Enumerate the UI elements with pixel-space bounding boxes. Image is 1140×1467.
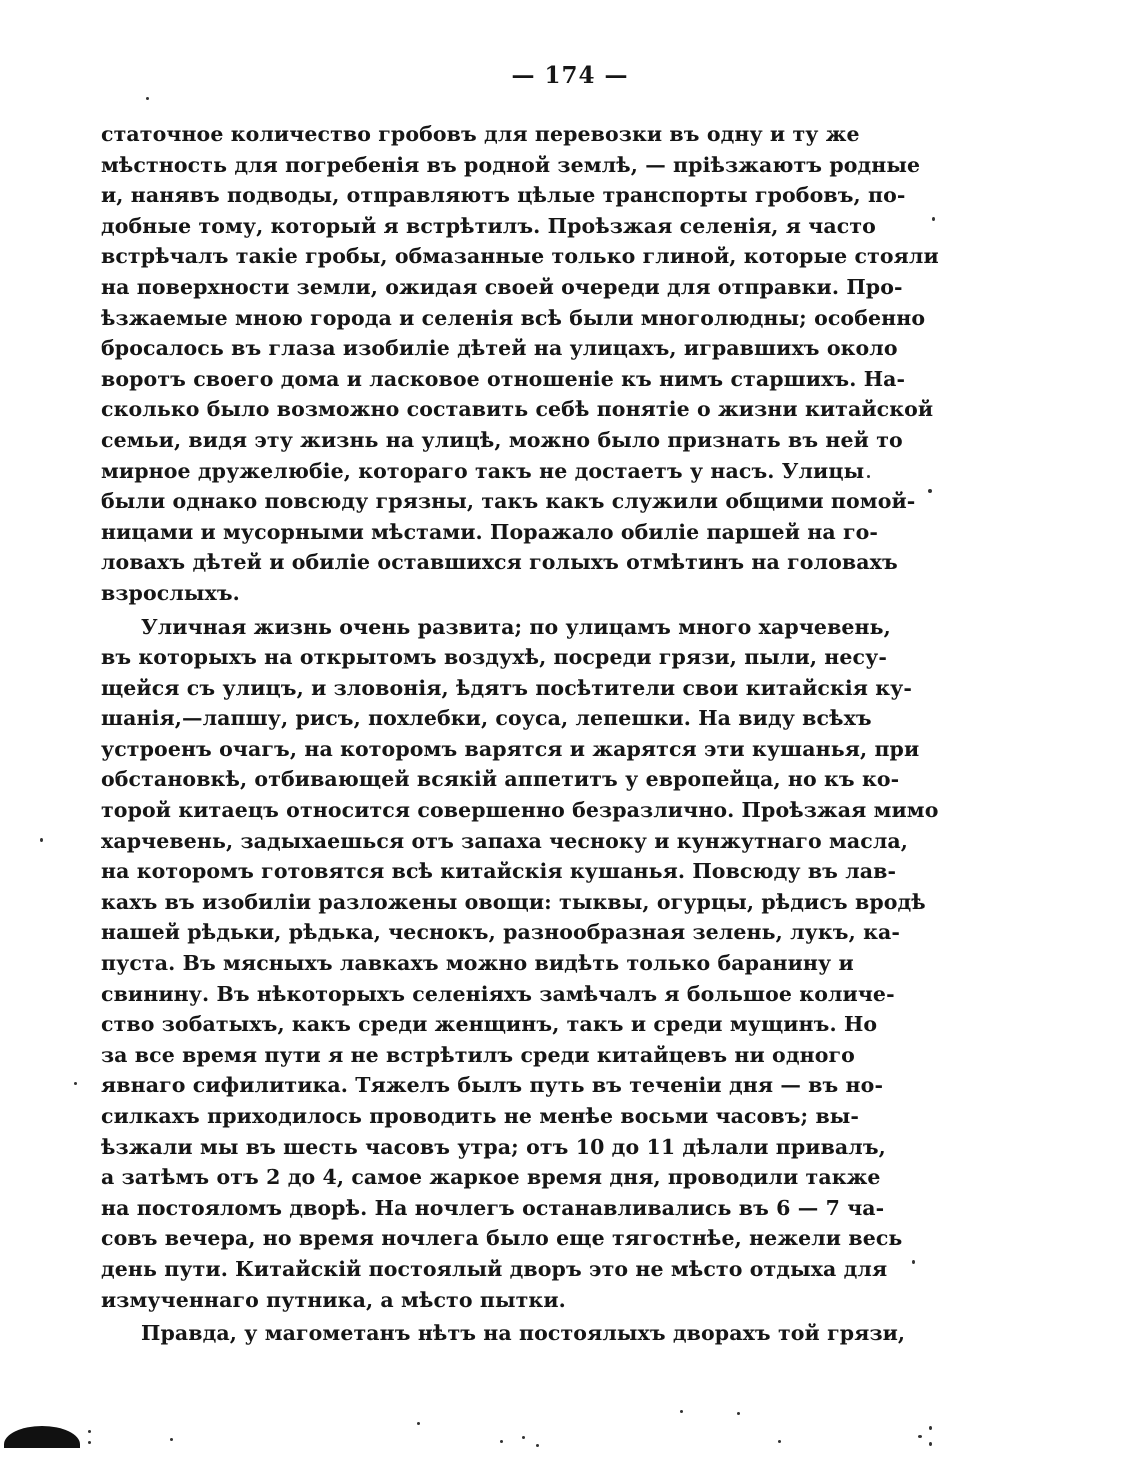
scan-speck	[737, 1412, 740, 1415]
scan-speck	[88, 1441, 91, 1444]
body-text	[101, 119, 939, 1349]
text-line: харчевень, задыхаешься отъ запаха чесноку и кунжутнаго масла,	[101, 828, 909, 853]
scan-speck	[932, 217, 935, 221]
text-line: ство зобатыхъ, какъ среди женщинъ, такъ и среди мущинъ. Но	[101, 1012, 878, 1037]
text-line: на которомъ готовятся всѣ китайскія кушанья. Повсюду въ лав-	[101, 859, 897, 884]
text-line: кахъ въ изобиліи разложены овощи: тыквы, огурцы, рѣдисъ вродѣ	[101, 889, 926, 914]
text-line: Уличная жизнь очень развита; по улицамъ много харчевень,	[141, 614, 891, 639]
text-line: взрослыхъ.	[101, 580, 240, 605]
text-line: торой китаецъ относится совершенно безразлично. Проѣзжая мимо	[101, 798, 939, 823]
scan-speck	[88, 1430, 91, 1433]
scan-speck	[536, 1444, 539, 1447]
text-line: въ которыхъ на открытомъ воздухѣ, посреди грязи, пыли, несу-	[101, 645, 887, 670]
text-line: воротъ своего дома и ласковое отношеніе къ нимъ старшихъ. На-	[101, 366, 906, 391]
text-line: обстановкѣ, отбивающей всякій аппетитъ у европейца, но къ ко-	[101, 767, 900, 792]
text-line: устроенъ очагъ, на которомъ варятся и жарятся эти кушанья, при	[101, 736, 920, 761]
text-line: и, нанявъ подводы, отправляютъ цѣлые транспорты гробовъ, по-	[101, 183, 906, 208]
text-line: ѣзжали мы въ шесть часовъ утра; отъ 10 до 11 дѣлали привалъ,	[101, 1134, 886, 1159]
text-line: Правда, у магометанъ нѣтъ на постоялыхъ дворахъ той грязи,	[141, 1321, 906, 1346]
text-line: день пути. Китайскій постоялый дворъ это не мѣсто отдыха для	[101, 1256, 888, 1281]
text-line: силкахъ приходилось проводить не менѣе восьми часовъ; вы-	[101, 1104, 860, 1128]
scan-speck	[929, 1426, 932, 1430]
text-line: измученнаго путника, а мѣсто пытки.	[101, 1287, 566, 1312]
scan-speck	[778, 1440, 781, 1443]
scan-speck	[912, 1260, 915, 1264]
scan-speck	[929, 1442, 932, 1446]
text-line: бросалось въ глаза изобиліе дѣтей на улицахъ, игравшихъ около	[101, 336, 898, 361]
scan-speck	[918, 1435, 922, 1438]
scan-speck	[928, 489, 932, 493]
scan-speck	[40, 838, 43, 842]
text-line: а затѣмъ отъ 2 до 4, самое жаркое время дня, проводили также	[101, 1165, 881, 1190]
text-line: на постояломъ дворѣ. На ночлегъ останавливались въ 6 — 7 ча-	[101, 1195, 885, 1220]
text-line: семьи, видя эту жизнь на улицѣ, можно было признать въ ней то	[101, 427, 903, 452]
scan-ink-blot	[4, 1426, 80, 1448]
scan-speck	[417, 1422, 420, 1425]
text-line: на поверхности земли, ожидая своей очереди для отправки. Про-	[101, 274, 903, 299]
text-line: совъ вечера, но время ночлега было еще тягостнѣе, нежели весь	[101, 1226, 903, 1251]
scan-speck	[680, 1410, 683, 1413]
text-line: явнаго сифилитика. Тяжелъ былъ путь въ теченіи дня — въ но-	[101, 1073, 884, 1098]
scan-speck	[74, 1082, 77, 1085]
text-line: мирное дружелюбіе, котораго такъ не достаетъ у насъ. Улицы	[101, 458, 865, 483]
scan-speck	[146, 97, 149, 100]
text-line: за все время пути я не встрѣтилъ среди китайцевъ ни одного	[101, 1042, 855, 1067]
page-number: — 174 —	[511, 62, 629, 89]
text-line: были однако повсюду грязны, такъ какъ служили общими помой-	[101, 489, 916, 514]
scan-speck	[170, 1438, 173, 1441]
scan-speck	[867, 475, 870, 478]
text-line: щейся съ улицъ, и зловонія, ѣдятъ посѣтители свои китайскія ку-	[101, 675, 912, 700]
text-line: сколько было возможно составить себѣ понятіе о жизни китайской	[101, 397, 934, 422]
text-line: добные тому, который я встрѣтилъ. Проѣзжая селенія, я часто	[101, 213, 876, 238]
text-line: мѣстность для погребенія въ родной землѣ, — пріѣзжаютъ родные	[101, 152, 921, 177]
text-line: статочное количество гробовъ для перевозки въ одну и ту же	[101, 122, 860, 146]
text-line: ницами и мусорными мѣстами. Поражало обиліе паршей на го-	[101, 519, 879, 544]
text-line: встрѣчалъ такіе гробы, обмазанные только глиной, которые стояли	[101, 244, 939, 269]
text-line: ловахъ дѣтей и обиліе оставшихся голыхъ отмѣтинъ на головахъ	[101, 550, 898, 575]
text-line: пуста. Въ мясныхъ лавкахъ можно видѣть только баранину и	[101, 951, 854, 976]
text-line: ѣзжаемые мною города и селенія всѣ были многолюдны; особенно	[101, 305, 926, 330]
scan-speck	[522, 1436, 525, 1439]
text-line: свинину. Въ нѣкоторыхъ селеніяхъ замѣчалъ я большое количе-	[101, 981, 895, 1006]
text-line: нашей рѣдьки, рѣдька, чеснокъ, разнообразная зелень, лукъ, ка-	[101, 920, 900, 945]
text-line: шанія,—лапшу, рисъ, похлебки, соуса, лепешки. На виду всѣхъ	[101, 706, 872, 731]
scan-speck	[500, 1440, 503, 1443]
